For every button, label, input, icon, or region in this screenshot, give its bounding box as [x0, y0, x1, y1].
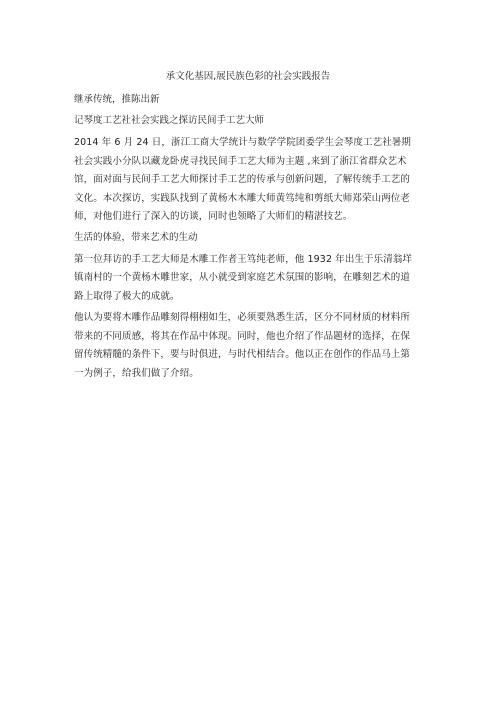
text-line: 馆，面对面与民间手工艺大师探讨手工艺的传承与创新问题，了解传统手工艺的 — [74, 174, 411, 185]
text-line: 社会实践小分队以藏龙卧虎寻找民间手工艺大师为主题 ,来到了浙江省群众艺术 — [74, 155, 407, 167]
paragraph-carving-philosophy — [74, 309, 430, 383]
section-heading-inheritance: 继承传统，推陈出新 — [74, 94, 160, 105]
text-line: 文化。本次探访，实践队找到了黄杨木木雕大师黄笃纯和剪纸大师郑荣山两位老 — [74, 192, 411, 204]
paragraph-first-master — [74, 251, 430, 307]
text-line: 路上取得了极大的成就。 — [74, 290, 180, 302]
text-line: 镇南村的一个黄杨木雕世家，从小就受到家庭艺术氛围的影响，在雕刻艺术的道 — [74, 272, 411, 283]
document-title: 承文化基因,展民族色彩的社会实践报告 — [165, 71, 331, 82]
section-heading-visit: 记琴度工艺社社会实践之探访民间手工艺大师 — [74, 115, 265, 126]
text-line: 2014 年 6 月 24 日，浙江工商大学统计与数学学院团委学生会琴度工艺社暑期 — [74, 137, 412, 148]
text-line: 第一位拜访的手工艺大师是木雕工作者王笃纯老师，他 1932 年出生于乐清翁垟 — [74, 253, 413, 265]
text-line: 留传统精髓的条件下，要与时俱进，与时代相结合。他以正在创作的作品马上第 — [74, 349, 411, 360]
section-heading-life-experience: 生活的体验，带来艺术的生动 — [74, 231, 198, 243]
text-line: 一为例子，给我们做了介绍。 — [74, 367, 199, 379]
document-body — [74, 92, 430, 386]
text-line: 他认为要将木雕作品雕刻得栩栩如生，必须要熟悉生活，区分不同材质的材料所 — [74, 312, 411, 323]
text-line: 带来的不同质感，将其在作品中体现。同时，他也介绍了作品题材的选择，在保 — [74, 330, 411, 342]
paragraph-intro — [74, 134, 430, 227]
text-line: 师，对他们进行了深入的访谈，同时也领略了大师们的精湛技艺。 — [74, 211, 353, 222]
